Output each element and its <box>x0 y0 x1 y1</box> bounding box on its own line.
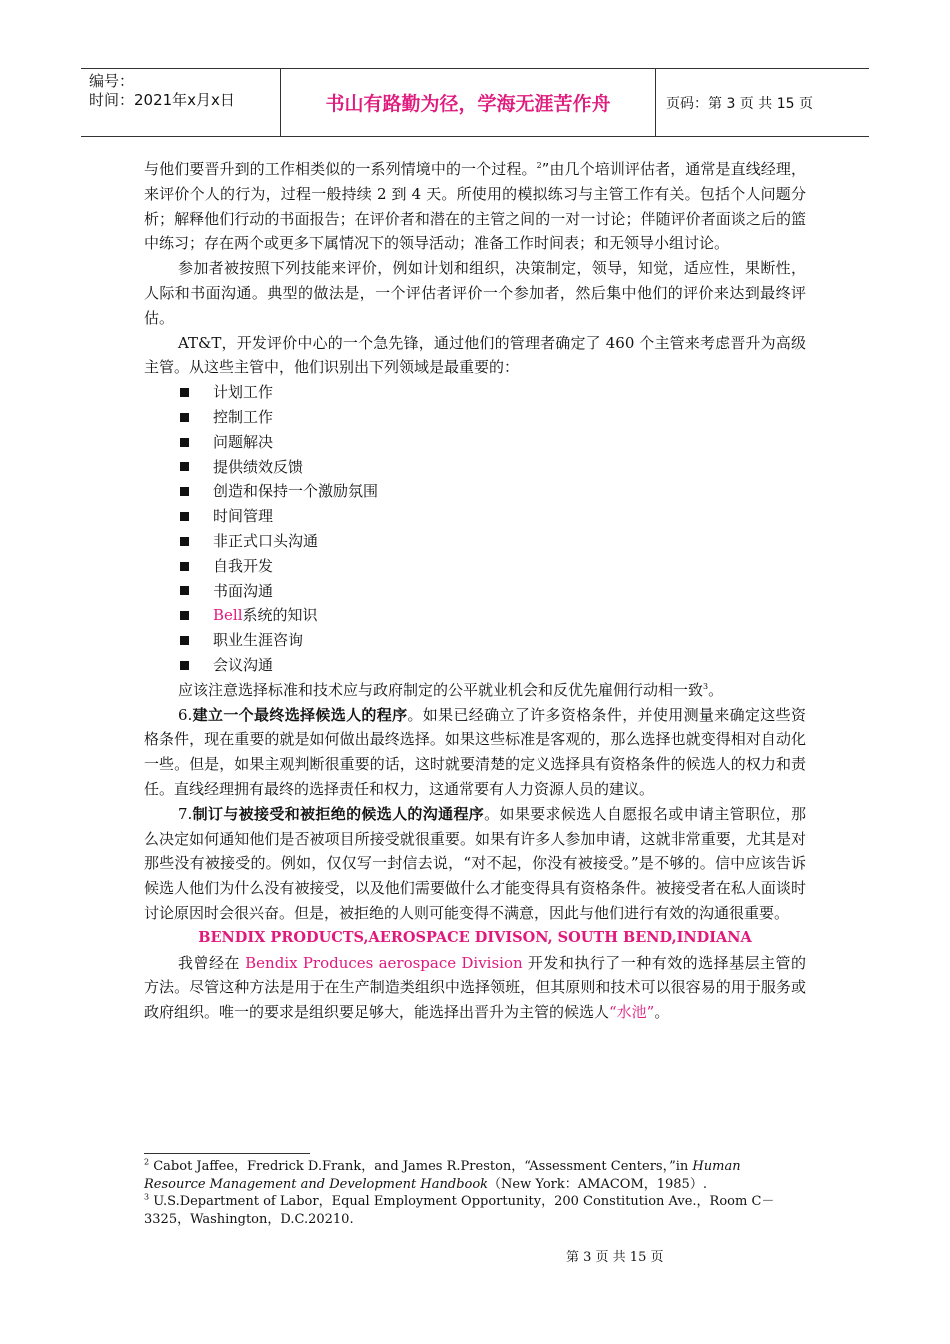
list-item-text: 创造和保持一个激励氛围 <box>213 482 379 501</box>
footnote-2: $^2$ Cabot Jaffee，Fredrick D.Frank，and James R.Preston，“Assessment Centers，”in Human Resource Management and Development Handbook（New York：AMACOM，1985）. <box>144 1157 741 1192</box>
list-item-text: 提供绩效反馈 <box>213 457 304 476</box>
list-item: Bell 系统的知识 <box>144 603 806 628</box>
bullet-square-icon <box>180 611 189 620</box>
list-item-text: 职业生涯咨询 <box>213 631 304 650</box>
list-item <box>144 628 806 653</box>
bullet-square-icon <box>180 512 189 521</box>
header-meta <box>81 69 281 136</box>
list-item-text: 计划工作 <box>213 383 274 402</box>
bullet-list <box>144 380 806 678</box>
list-item <box>144 579 806 604</box>
footnotes <box>144 1158 784 1228</box>
list-item <box>144 504 806 529</box>
list-item-text: 书面沟通 <box>213 581 274 600</box>
list-item-text: 自我开发 <box>213 556 274 575</box>
bullet-square-icon <box>180 438 189 447</box>
paragraph-5: 6.建立一个最终选择候选人的程序。如果已经确立了许多资格条件，并使用测量来确定这些资格条件，现在重要的就是如何做出最终选择。如果这些标准是客观的，那么选择也就变得相对自动化一些。但是，如果主观判断很重要的话，这时就要清楚的定义选择具有资格条件的候选人的权力和责任。直线经理拥有最终的选择责任和权力，这通常要有人力资源人员的建议。 <box>144 705 806 798</box>
heading-6: 建立一个最终选择候选人的程序 <box>192 705 408 724</box>
bullet-square-icon <box>180 413 189 422</box>
paragraph-6: 7.制订与被接受和被拒绝的候选人的沟通程序。如果要求候选人自愿报名或申请主管职位，那么决定如何通知他们是否被项目所接受就很重要。如果有许多人参加申请，这就非常重要，尤其是对那些没有被接受的。例如，仅仅写一封信去说，“对不起，你没有被接受。”是不够的。信中应该告诉候选人他们为什么没有被接受，以及他们需要做什么才能变得具有资格条件。被接受者在私人面谈时讨论原因时会很兴奋。但是，被拒绝的人则可能变得不满意，因此与他们进行有效的沟通很重要。 <box>144 804 806 922</box>
bullet-square-icon <box>180 537 189 546</box>
paragraph-7: 我曾经在 Bendix Produces aerospace Division 开发和执行了一种有效的选择基层主管的方法。尽管这种方法是用于在生产制造类组织中选择领班，但其原则和技术可以很容易的用于服务或政府组织。唯一的要求是组织要足够大，能选择出晋升为主管的候选人“水池”。 <box>144 953 806 1022</box>
paragraph-1: 与他们要晋升到的工作相类似的一系列情境中的一个过程。$^2$”由几个培训评估者，通常是直线经理，来评价个人的行为，过程一般持续 2 到 4 天。所使用的模拟练习与主管工作有关。包括个人问题分析；解释他们行动的书面报告；在评价者和潜在的主管之间的一对一讨论；伴随评价者面谈之后的篮中练习；存在两个或更多下属情况下的领导活动；准备工作时间表；和无领导小组讨论。 <box>144 160 806 253</box>
list-item-text: 时间管理 <box>213 507 274 526</box>
list-item-text: 控制工作 <box>213 407 274 426</box>
header-code: 编号： <box>89 72 135 90</box>
list-item <box>144 653 806 678</box>
list-item <box>144 479 806 504</box>
document-body <box>144 157 806 1025</box>
list-item <box>144 405 806 430</box>
list-item <box>144 430 806 455</box>
header-page-number: 页码：第 3 页 共 15 页 <box>666 95 813 112</box>
list-item <box>144 554 806 579</box>
bullet-square-icon <box>180 562 189 571</box>
header-date: 时间：2021年x月x日 <box>89 91 235 109</box>
list-item-text: 非正式口头沟通 <box>213 531 319 550</box>
footnote-3: $^3$ U.S.Department of Labor，Equal Employment Opportunity，200 Constitution Ave.，Room C－3325，Washington，D.C.20210. <box>144 1192 775 1227</box>
footnote-separator <box>144 1153 310 1154</box>
paragraph-4: 应该注意选择标准和技术应与政府制定的公平就业机会和反优先雇佣行动相一致$^3$。 <box>178 680 724 699</box>
footer-page-number: 第 3 页 共 15 页 <box>566 1250 664 1265</box>
list-item <box>144 380 806 405</box>
section-title: BENDIX PRODUCTS,AEROSPACE DIVISON, SOUTH BEND,INDIANA <box>198 928 752 946</box>
list-item <box>144 455 806 480</box>
header-motto: 书山有路勤为径，学海无涯苦作舟 <box>281 69 656 136</box>
list-item-text: 问题解决 <box>213 432 274 451</box>
bullet-square-icon <box>180 462 189 471</box>
paragraph-3: AT&T，开发评价中心的一个急先锋，通过他们的管理者确定了 460 个主管来考虑晋升为高级主管。从这些主管中，他们识别出下列领域是最重要的： <box>144 333 806 377</box>
paragraph-2: 参加者被按照下列技能来评价，例如计划和组织，决策制定，领导，知觉，适应性，果断性，人际和书面沟通。典型的做法是，一个评估者评价一个参加者，然后集中他们的评价来达到最终评估。 <box>144 259 806 327</box>
footnote-ref-2: 2 <box>536 161 542 170</box>
list-item-text: 系统的知识 <box>242 606 318 625</box>
heading-7: 制订与被接受和被拒绝的候选人的沟通程序 <box>192 804 485 823</box>
company-name: Bendix Produces aerospace Division <box>245 953 523 972</box>
page-header <box>81 68 869 137</box>
bullet-square-icon <box>180 636 189 645</box>
bullet-square-icon <box>180 388 189 397</box>
bullet-square-icon <box>180 661 189 670</box>
list-item <box>144 529 806 554</box>
list-item-text: 会议沟通 <box>213 655 274 674</box>
bullet-square-icon <box>180 586 189 595</box>
footnote-ref-3: 3 <box>703 681 709 691</box>
bullet-square-icon <box>180 487 189 496</box>
